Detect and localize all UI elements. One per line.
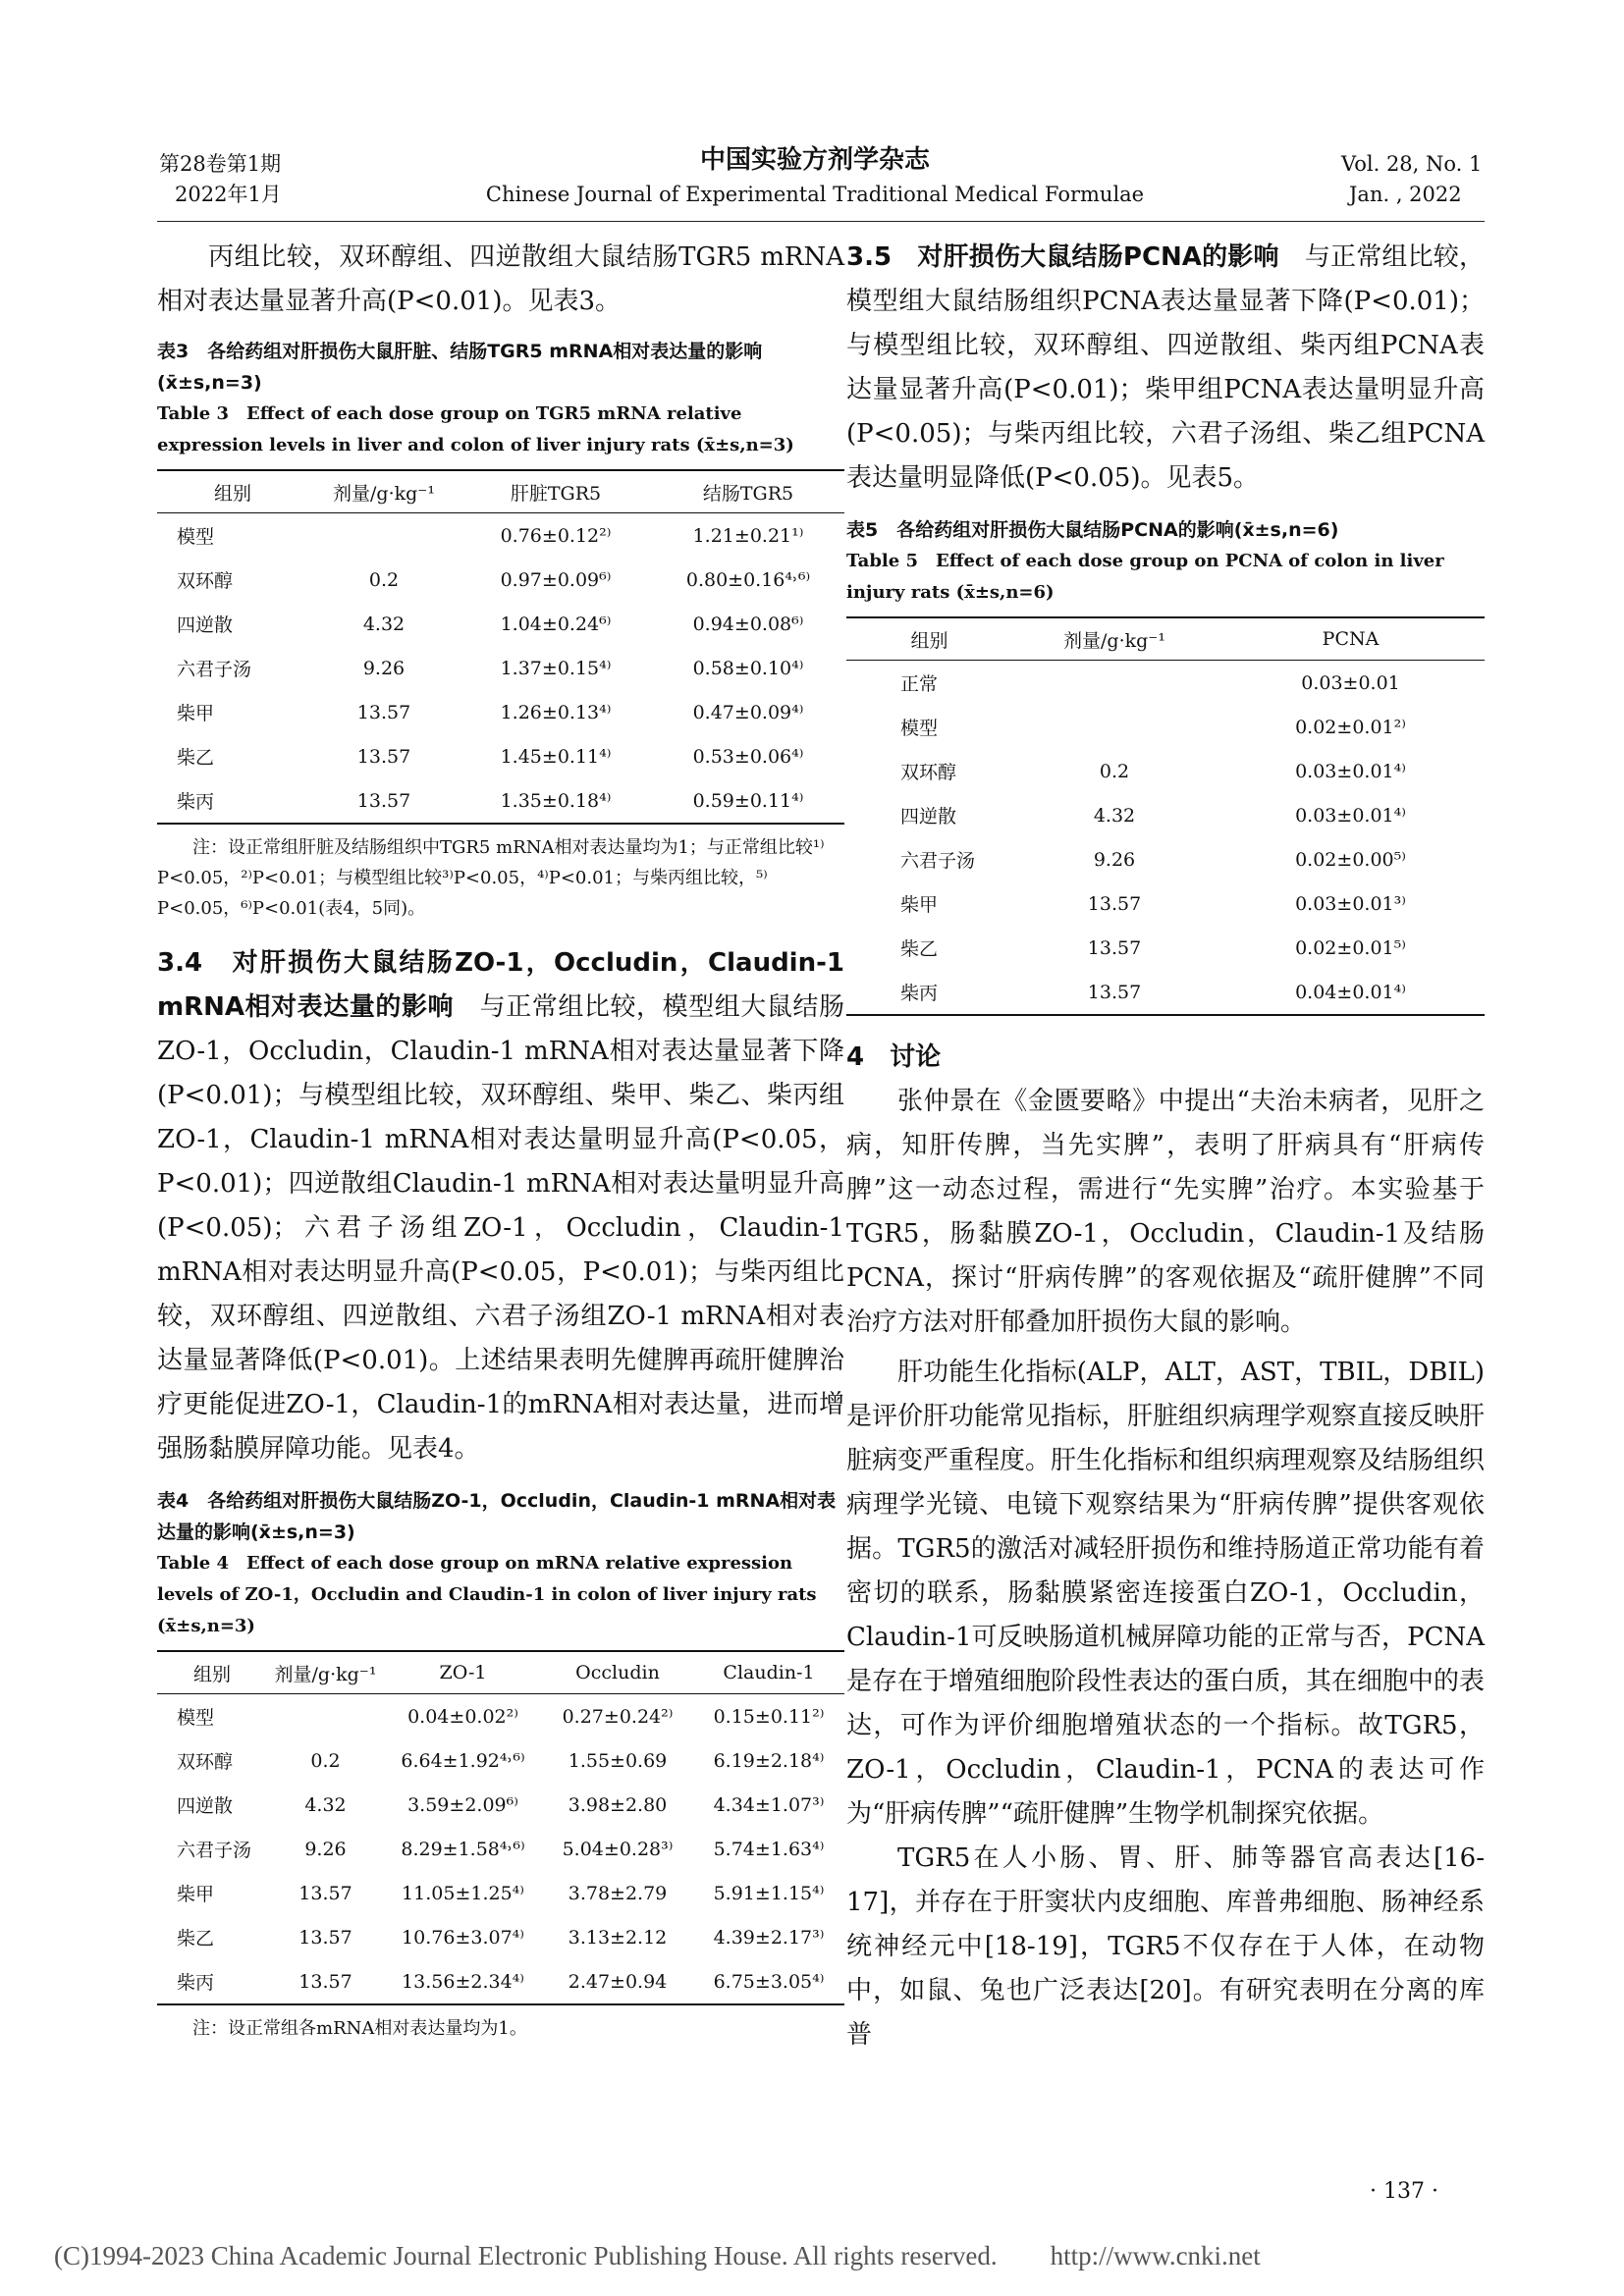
table-cell: 0.03±0.01³⁾ <box>1295 892 1406 915</box>
section-3-5-body: 与正常组比较，模型组大鼠结肠组织PCNA表达量显著下降(P<0.01)；与模型组比较，双环醇组、四逆散组、柴丙组PCNA表达量显著升高(P<0.01)；柴甲组PCNA表达量明显升高(P<0.05)；与柴丙组比较，六君子汤组、柴乙组PCNA表达量明显降低(P<0.05)。见表5。 <box>846 242 1485 493</box>
table-cell: 0.04±0.02²⁾ <box>407 1705 518 1728</box>
table-row <box>846 749 1485 793</box>
table-row <box>157 1959 844 2004</box>
table-cell: 3.13±2.12 <box>568 1926 668 1949</box>
table-cell <box>267 1694 384 1739</box>
table-cell <box>308 513 460 559</box>
table-cell: 0.2 <box>310 1749 341 1772</box>
table-row <box>846 881 1485 926</box>
table-row <box>157 1915 844 1959</box>
table-cell: 6.64±1.92⁴˒⁶⁾ <box>401 1749 525 1772</box>
table-cell: 柴甲 <box>900 894 939 916</box>
table-cell: 1.04±0.24⁶⁾ <box>500 613 612 635</box>
table-cell: 0.53±0.06⁴⁾ <box>692 745 804 768</box>
table-row <box>846 837 1485 881</box>
section-3-4-title: 3.4 对肝损伤大鼠结肠ZO-1，Occludin，Claudin-1 mRNA相对表达量的影响 <box>157 948 844 1022</box>
table-cell <box>1012 705 1217 749</box>
table-row <box>157 513 844 559</box>
table-4-block <box>157 1485 844 2044</box>
page-number: · 137 · <box>1370 2179 1438 2204</box>
table-cell: 六君子汤 <box>177 659 252 680</box>
table-cell: 1.35±0.18⁴⁾ <box>460 778 652 824</box>
table-4 <box>157 1650 844 2005</box>
table-5-caption-cn: 表5 各给药组对肝损伤大鼠结肠PCNA的影响(x̄±s,n=6) <box>846 519 1339 541</box>
table-cell: 4.32 <box>362 613 406 635</box>
table-header: 组别 <box>157 1651 267 1694</box>
table-row <box>846 705 1485 749</box>
table-cell: 1.37±0.15⁴⁾ <box>500 657 612 679</box>
table-cell: 0.97±0.09⁶⁾ <box>500 568 612 591</box>
table-cell: 1.45±0.11⁴⁾ <box>500 745 612 768</box>
table-row <box>157 1783 844 1827</box>
table-header: 组别 <box>846 617 1012 661</box>
table-cell: 0.80±0.16⁴˒⁶⁾ <box>685 568 811 591</box>
table-cell: 1.21±0.21¹⁾ <box>692 524 804 547</box>
table-5 <box>846 616 1485 1016</box>
table-cell: 0.15±0.11²⁾ <box>713 1705 825 1728</box>
table-row <box>157 690 844 734</box>
table-cell: 6.19±2.18⁴⁾ <box>713 1749 825 1772</box>
table-cell: 双环醇 <box>177 1751 234 1773</box>
table-4-caption-cn: 表4 各给药组对肝损伤大鼠结肠ZO-1，Occludin，Claudin-1 mRNA相对表达量的影响(x̄±s,n=3) <box>157 1490 837 1543</box>
table-header: 组别 <box>157 470 308 513</box>
table-cell: 六君子汤 <box>177 1840 252 1861</box>
copyright-footer: (C)1994-2023 China Academic Journal Electronic Publishing House. All rights reserved. http://www.cnki.net <box>54 2241 1261 2270</box>
table-cell: 13.57 <box>356 701 411 723</box>
table-cell: 0.02±0.00⁵⁾ <box>1295 848 1406 871</box>
table-cell: 柴乙 <box>177 747 215 769</box>
right-column <box>846 236 1485 2057</box>
table-cell: 4.34±1.07³⁾ <box>713 1793 825 1816</box>
table-cell: 1.26±0.13⁴⁾ <box>500 701 612 723</box>
table-cell: 10.76±3.07⁴⁾ <box>402 1926 524 1949</box>
table-cell: 四逆散 <box>177 1795 234 1817</box>
table-cell: 11.05±1.25⁴⁾ <box>402 1882 524 1904</box>
journal-volume-en: Vol. 28, No. 1 <box>1341 152 1483 176</box>
table-cell: 柴甲 <box>177 703 215 724</box>
table-header: PCNA <box>1217 617 1485 661</box>
table-cell: 柴丙 <box>157 778 308 824</box>
table-cell: 3.98±2.80 <box>568 1793 668 1816</box>
table-header: ZO-1 <box>384 1651 542 1694</box>
journal-date: 2022年1月 <box>175 183 282 206</box>
table-row <box>157 778 844 824</box>
table-cell: 0.47±0.09⁴⁾ <box>692 701 804 723</box>
table-row <box>846 926 1485 970</box>
table-3 <box>157 469 844 825</box>
table-cell: 柴丙 <box>846 970 1012 1015</box>
table-cell: 柴丙 <box>157 1959 267 2004</box>
table-cell: 13.56±2.34⁴⁾ <box>384 1959 542 2004</box>
table-cell: 双环醇 <box>900 762 957 783</box>
table-cell: 4.32 <box>1093 804 1136 827</box>
table-3-block <box>157 336 844 924</box>
table-row <box>157 734 844 778</box>
table-cell: 13.57 <box>356 745 411 768</box>
table-3-caption-en: Table 3 Effect of each dose group on TGR5 mRNA relative expression levels in liver and colon of liver injury rats (x̄±s,n=3) <box>157 403 794 455</box>
table-cell: 13.57 <box>267 1959 384 2004</box>
table-4-caption-en: Table 4 Effect of each dose group on mRNA relative expression levels of ZO-1，Occludin and Claudin-1 in colon of liver injury rats (x̄±s,n=3) <box>157 1553 817 1636</box>
table-cell: 5.74±1.63⁴⁾ <box>713 1838 825 1860</box>
table-header: Occludin <box>542 1651 693 1694</box>
table-cell: 0.02±0.01⁵⁾ <box>1295 936 1406 959</box>
table-cell: 5.91±1.15⁴⁾ <box>713 1882 825 1904</box>
table-row <box>157 1871 844 1915</box>
table-row <box>846 970 1485 1015</box>
table-cell: 柴乙 <box>900 938 939 960</box>
section-3-5-title: 3.5 对肝损伤大鼠结肠PCNA的影响 <box>846 242 1279 272</box>
table-cell: 13.57 <box>1087 936 1142 959</box>
table-cell: 模型 <box>900 718 939 739</box>
header-rule <box>157 221 1485 222</box>
table-3-note: 注：设正常组肝脏及结肠组织中TGR5 mRNA相对表达量均为1；与正常组比较¹⁾P<0.05，²⁾P<0.01；与模型组比较³⁾P<0.05，⁴⁾P<0.01；与柴丙组比较，⁵⁾P<0.05，⁶⁾P<0.01(表4，5同)。 <box>157 837 825 919</box>
table-cell: 柴甲 <box>177 1884 215 1905</box>
table-cell: 0.76±0.12²⁾ <box>500 524 612 547</box>
left-column <box>157 236 844 2044</box>
journal-title-cn: 中国实验方剂学杂志 <box>699 145 930 175</box>
table-cell: 4.39±2.17³⁾ <box>713 1926 825 1949</box>
table-cell: 2.47±0.94 <box>542 1959 693 2004</box>
table-row <box>846 793 1485 837</box>
table-row <box>157 1738 844 1783</box>
table-cell: 6.75±3.05⁴⁾ <box>693 1959 844 2004</box>
table-cell: 0.94±0.08⁶⁾ <box>692 613 804 635</box>
table-cell: 1.55±0.69 <box>568 1749 668 1772</box>
paragraph-discussion-2: 肝功能生化指标(ALP，ALT，AST，TBIL，DBIL)是评价肝功能常见指标，肝脏组织病理学观察直接反映肝脏病变严重程度。肝生化指标和组织病理观察及结肠组织病理学光镜、电镜下观察结果为“肝病传脾”提供客观依据。TGR5的激活对减轻肝损伤和维持肠道正常功能有着密切的联系，肠黏膜紧密连接蛋白ZO-1，Occludin，Claudin-1可反映肠道机械屏障功能的正常与否，PCNA是存在于增殖细胞阶段性表达的蛋白质，其在细胞中的表达，可作为评价细胞增殖状态的一个指标。故TGR5，ZO-1，Occludin，Claudin-1，PCNA的表达可作为“肝病传脾”“疏肝健脾”生物学机制探究依据。 <box>846 1358 1486 1829</box>
table-header: Claudin-1 <box>693 1651 844 1694</box>
table-cell: 0.03±0.01⁴⁾ <box>1295 760 1406 782</box>
journal-title-en: Chinese Journal of Experimental Traditional Medical Formulae <box>485 183 1145 206</box>
journal-volume-issue: 第28卷第1期 <box>159 152 282 176</box>
table-row <box>157 1827 844 1871</box>
table-4-note: 注：设正常组各mRNA相对表达量均为1。 <box>192 2018 527 2039</box>
table-cell: 13.57 <box>1012 970 1217 1015</box>
table-cell: 3.59±2.09⁶⁾ <box>407 1793 518 1816</box>
table-3-caption-cn: 表3 各给药组对肝损伤大鼠肝脏、结肠TGR5 mRNA相对表达量的影响(x̄±s,n=3) <box>157 341 763 394</box>
table-row <box>157 1694 844 1739</box>
table-cell: 13.57 <box>1087 892 1142 915</box>
table-cell: 9.26 <box>1093 848 1136 871</box>
table-cell: 0.03±0.01 <box>1301 671 1400 694</box>
table-cell: 13.57 <box>308 778 460 824</box>
table-row <box>157 602 844 646</box>
table-cell: 四逆散 <box>177 614 234 636</box>
paragraph-discussion-3: TGR5在人小肠、胃、肝、肺等器官高表达[16-17]，并存在于肝窦状内皮细胞、库普弗细胞、肠神经系统神经元中[18-19]，TGR5不仅存在于人体，在动物中，如鼠、兔也广泛表达[20]。有研究表明在分离的库普 <box>846 1843 1485 2050</box>
table-cell: 5.04±0.28³⁾ <box>562 1838 674 1860</box>
table-row <box>846 661 1485 706</box>
table-cell: 0.27±0.24²⁾ <box>562 1705 674 1728</box>
table-cell: 8.29±1.58⁴˒⁶⁾ <box>401 1838 525 1860</box>
paragraph-discussion-1: 张仲景在《金匮要略》中提出“夫治未病者，见肝之病，知肝传脾，当先实脾”，表明了肝病具有“肝病传脾”这一动态过程，需进行“先实脾”治疗。本实验基于TGR5，肠黏膜ZO-1，Occludin，Claudin-1及结肠PCNA，探讨“肝病传脾”的客观依据及“疏肝健脾”不同治疗方法对肝郁叠加肝损伤大鼠的影响。 <box>846 1087 1485 1337</box>
table-5-caption-en: Table 5 Effect of each dose group on PCNA of colon in liver injury rats (x̄±s,n=6) <box>846 551 1444 603</box>
table-cell: 六君子汤 <box>900 850 976 872</box>
table-header: 剂量/g·kg⁻¹ <box>1012 617 1217 661</box>
section-4-title: 4 讨论 <box>846 1042 942 1072</box>
section-3-4 <box>157 941 844 1471</box>
table-cell: 3.78±2.79 <box>568 1882 668 1904</box>
table-cell: 0.04±0.01⁴⁾ <box>1217 970 1485 1015</box>
table-cell: 四逆散 <box>900 806 957 828</box>
table-cell: 0.2 <box>1099 760 1130 782</box>
table-cell: 双环醇 <box>177 570 234 592</box>
table-cell: 正常 <box>900 673 939 695</box>
table-cell: 0.58±0.10⁴⁾ <box>692 657 804 679</box>
table-cell: 0.03±0.01⁴⁾ <box>1295 804 1406 827</box>
table-cell: 模型 <box>177 1707 215 1729</box>
table-5-block <box>846 514 1485 1016</box>
table-cell: 模型 <box>177 526 215 548</box>
paragraph-intro: 丙组比较，双环醇组、四逆散组大鼠结肠TGR5 mRNA相对表达量显著升高(P<0.01)。见表3。 <box>157 242 844 316</box>
table-cell: 9.26 <box>362 657 406 679</box>
table-cell: 0.59±0.11⁴⁾ <box>652 778 844 824</box>
section-3-4-body: 与正常组比较，模型组大鼠结肠ZO-1，Occludin，Claudin-1 mRNA相对表达量显著下降(P<0.01)；与模型组比较，双环醇组、柴甲、柴乙、柴丙组ZO-1，Claudin-1 mRNA相对表达量明显升高(P<0.05，P<0.01)；四逆散组Claudin-1 mRNA相对表达量明显升高(P<0.05)；六君子汤组ZO-1，Occludin，Claudin-1 mRNA相对表达明显升高(P<0.05，P<0.01)；与柴丙组比较，双环醇组、四逆散组、六君子汤组ZO-1 mRNA相对表达量显著降低(P<0.01)。上述结果表明先健脾再疏肝健脾治疗更能促进ZO-1，Claudin-1的mRNA相对表达量，进而增强肠黏膜屏障功能。见表4。 <box>157 992 844 1464</box>
section-3-5 <box>846 236 1485 501</box>
table-row <box>157 646 844 690</box>
table-cell: 0.02±0.01²⁾ <box>1295 716 1406 738</box>
table-header: 剂量/g·kg⁻¹ <box>308 470 460 513</box>
table-header: 肝脏TGR5 <box>460 470 652 513</box>
table-cell: 13.57 <box>298 1882 352 1904</box>
table-header: 结肠TGR5 <box>652 470 844 513</box>
table-cell <box>1012 661 1217 706</box>
table-cell: 柴乙 <box>177 1928 215 1949</box>
table-row <box>157 558 844 602</box>
table-cell: 4.32 <box>304 1793 347 1816</box>
table-cell: 0.2 <box>368 568 400 591</box>
table-cell: 13.57 <box>298 1926 352 1949</box>
table-cell: 9.26 <box>304 1838 347 1860</box>
table-header: 剂量/g·kg⁻¹ <box>267 1651 384 1694</box>
journal-date-en: Jan. , 2022 <box>1349 183 1462 206</box>
